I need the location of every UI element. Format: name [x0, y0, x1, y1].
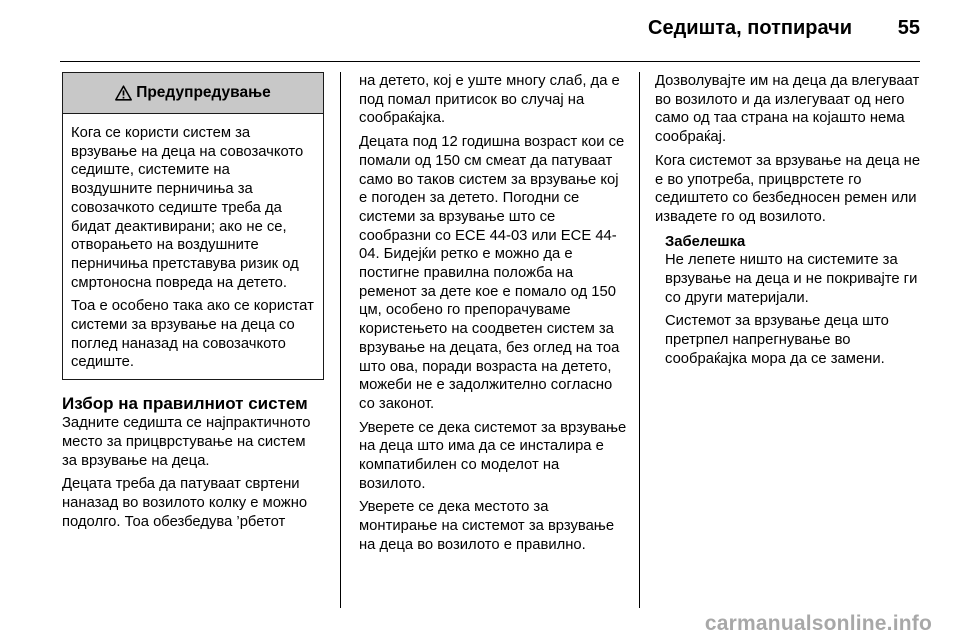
body-paragraph: Уверете се дека местото за монтирање на системот за врзување на деца во возилото е правилно. — [359, 499, 615, 553]
middle-column — [359, 72, 627, 560]
body-paragraph: Кога системот за врзување на деца не е во употреба, прицврстете го седиштето со безбедносен ремен или извадете го од возилото. — [655, 152, 921, 225]
page-number: 55 — [897, 17, 920, 39]
body-paragraph: Задните седишта се најпрактичното место за прицврстување на систем за врзување на деца. — [62, 415, 311, 469]
body-paragraph: Децата под 12 годишна возраст кои се помали од 150 см смеат да патуваат само во таков систем за врзување кој е погоден за детето. Погодни се системи за врзување што се сообразни со ECE 44-03 или ECE 44-04. Бидејќи ретко е можно да е постигне правилна положба на ременот за дете кое е помало од 150 цм, особено го препорачуваме користењето на соодветен систем за врзување на децата, без оглед на тоа што ова, поради возраста на детето, можеби не е задолжително согласно со законот. — [359, 134, 625, 412]
body-paragraph: на детето, кој е уште многу слаб, да е под помал притисок во случај на сообраќајка. — [359, 73, 620, 127]
column-divider-right — [639, 72, 640, 608]
body-paragraph: Децата треба да патуваат свртени наназад во возилото колку е можно подолго. Тоа обезбедува ’рбетот — [62, 476, 308, 530]
warning-paragraph: Кога се користи систем за врзување на деца на совозачкото седиште, системите на воздушните перничиња за совозачкото седиште треба да бидат деактивирани; ако не се, отворањето на воздушните перничиња претставува ризик од смртоносна повреда на детето. — [71, 125, 304, 291]
warning-title: Предупредување — [136, 83, 271, 101]
column-divider-left — [340, 72, 341, 608]
page-title: Седишта, потпирачи — [648, 17, 852, 39]
note-title: Забелешка — [665, 233, 746, 250]
left-column — [62, 72, 324, 536]
warning-triangle-icon — [115, 85, 132, 101]
warning-body — [63, 114, 323, 379]
note-paragraph: Системот за врзување деца што претрпел напрегнување во сообраќајка мора да се замени. — [665, 313, 889, 367]
page-header — [0, 0, 960, 62]
body-paragraph: Дозволувајте им на деца да влегуваат во возилото и да излегуваат од него само од таа страна на којашто нема сообраќај. — [655, 73, 920, 146]
right-column — [655, 72, 927, 374]
note-paragraph: Не лепете ништо на системите за врзување на деца и не покривајте ги со други материјали. — [665, 252, 918, 306]
warning-box — [62, 72, 324, 380]
section-heading: Избор на правилниот систем — [62, 394, 308, 414]
header-rule — [60, 61, 920, 62]
body-paragraph: Уверете се дека системот за врзување на деца што има да се инсталира е компатибилен со моделот на возилото. — [359, 419, 627, 492]
warning-paragraph: Тоа е особено така ако се користат системи за врзување на деца со поглед наназад на совозачкото седиште. — [71, 298, 314, 371]
note-block — [655, 233, 927, 369]
warning-header — [63, 73, 323, 114]
watermark: carmanualsonline.info — [704, 612, 932, 635]
